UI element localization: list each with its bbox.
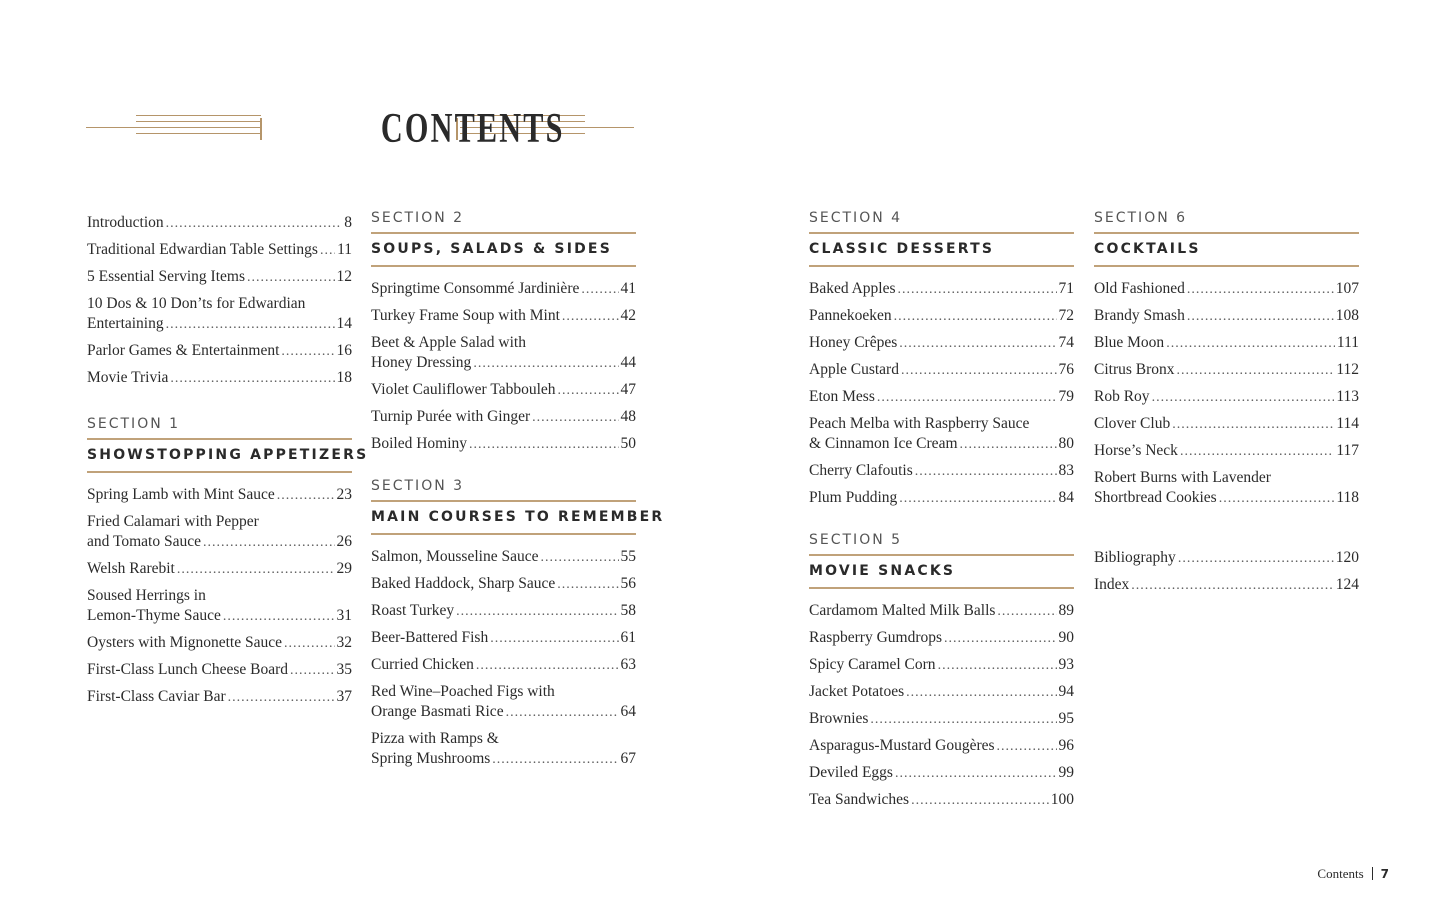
dot-leader xyxy=(284,634,334,654)
dot-leader xyxy=(558,381,619,401)
toc-entry[interactable] xyxy=(87,368,352,389)
dot-leader xyxy=(166,315,335,335)
dot-leader xyxy=(997,602,1056,622)
dot-leader xyxy=(320,241,335,261)
toc-entry-title: Rob Roy xyxy=(1094,388,1150,405)
toc-page-number: 58 xyxy=(620,602,636,619)
toc-entry[interactable] xyxy=(1094,548,1359,569)
dot-leader xyxy=(532,408,618,428)
running-head: Contents xyxy=(1317,866,1364,881)
dot-leader xyxy=(1177,361,1335,381)
toc-entry[interactable] xyxy=(87,660,352,681)
toc-page-number: 83 xyxy=(1058,462,1074,479)
toc-entry-title: Baked Apples xyxy=(809,280,896,297)
dot-leader xyxy=(562,307,619,327)
dot-leader xyxy=(944,629,1056,649)
toc-entry-title: Welsh Rarebit xyxy=(87,560,175,577)
toc-entry-title: Baked Haddock, Sharp Sauce xyxy=(371,575,556,592)
dot-leader xyxy=(1178,549,1334,569)
toc-entry[interactable] xyxy=(809,682,1074,703)
toc-entry[interactable] xyxy=(87,586,352,627)
toc-entry-title: Spicy Caramel Corn xyxy=(809,656,936,673)
toc-entry[interactable] xyxy=(1094,441,1359,462)
toc-entry-title: Asparagus-Mustard Gougères xyxy=(809,737,995,754)
dot-leader xyxy=(290,661,334,681)
toc-page-number: 29 xyxy=(336,560,352,577)
dot-leader xyxy=(557,575,618,595)
toc-entry-title: Plum Pudding xyxy=(809,489,898,506)
toc-entry-title: Traditional Edwardian Table Settings xyxy=(87,241,318,258)
toc-entry-title-line: Red Wine–Poached Figs with xyxy=(371,683,555,700)
toc-entry[interactable] xyxy=(371,380,636,401)
toc-entry-title: Shortbread Cookies xyxy=(1094,489,1217,506)
toc-page-number: 56 xyxy=(620,575,636,592)
toc-page-number: 72 xyxy=(1058,307,1074,324)
toc-entry-title: Raspberry Gumdrops xyxy=(809,629,943,646)
section-label: SECTION 6 xyxy=(1094,210,1188,226)
toc-entry[interactable] xyxy=(1094,387,1359,408)
toc-entry-title: Blue Moon xyxy=(1094,334,1165,351)
toc-page-number: 113 xyxy=(1336,388,1359,405)
toc-entry-title: Brandy Smash xyxy=(1094,307,1185,324)
toc-entry[interactable] xyxy=(87,213,352,234)
toc-entry-title: 5 Essential Serving Items xyxy=(87,268,245,285)
dot-leader xyxy=(906,683,1056,703)
section-rule xyxy=(371,265,636,267)
toc-entry-title: Cardamom Malted Milk Balls xyxy=(809,602,996,619)
toc-entry-title-line: 10 Dos & 10 Don’ts for Edwardian xyxy=(87,295,306,312)
toc-entry-title: Index xyxy=(1094,576,1130,593)
toc-page-number: 48 xyxy=(620,408,636,425)
toc-entry-title: Curried Chicken xyxy=(371,656,474,673)
toc-page-number: 96 xyxy=(1058,737,1074,754)
toc-entry-title: Parlor Games & Entertainment xyxy=(87,342,280,359)
toc-page-number: 76 xyxy=(1058,361,1074,378)
dot-leader xyxy=(899,334,1056,354)
toc-entry-title: Boiled Hominy xyxy=(371,435,468,452)
dot-leader xyxy=(166,214,343,234)
toc-entry-title: Introduction xyxy=(87,214,164,231)
section-title[interactable]: MOVIE SNACKS xyxy=(809,563,956,579)
dot-leader xyxy=(223,607,335,627)
dot-leader xyxy=(1172,415,1334,435)
toc-entry-title: Horse’s Neck xyxy=(1094,442,1178,459)
toc-entry[interactable] xyxy=(371,628,636,649)
toc-entry-title: Beer-Battered Fish xyxy=(371,629,489,646)
toc-entry[interactable] xyxy=(1094,575,1359,596)
toc-page-number: 107 xyxy=(1335,280,1359,297)
dot-leader xyxy=(898,280,1057,300)
toc-entry-title: Turkey Frame Soup with Mint xyxy=(371,307,560,324)
toc-page-number: 93 xyxy=(1058,656,1074,673)
toc-entry[interactable] xyxy=(809,790,1074,811)
toc-entry[interactable] xyxy=(87,341,352,362)
toc-page-number: 90 xyxy=(1058,629,1074,646)
dot-leader xyxy=(476,656,619,676)
toc-page-number: 35 xyxy=(336,661,352,678)
dot-leader xyxy=(997,737,1057,757)
section-label: SECTION 3 xyxy=(371,478,465,494)
toc-entry-title: Oysters with Mignonette Sauce xyxy=(87,634,283,651)
toc-page-number: 74 xyxy=(1058,334,1074,351)
toc-entry-title: Clover Club xyxy=(1094,415,1171,432)
dot-leader xyxy=(1152,388,1335,408)
toc-page-number: 117 xyxy=(1336,442,1359,459)
toc-page-number: 14 xyxy=(336,315,352,332)
toc-page-number: 79 xyxy=(1058,388,1074,405)
toc-page-number: 112 xyxy=(1336,361,1359,378)
toc-entry[interactable] xyxy=(809,387,1074,408)
toc-column-1 xyxy=(87,213,369,714)
dot-leader xyxy=(1187,307,1334,327)
toc-entry[interactable] xyxy=(371,729,636,770)
section-label: SECTION 2 xyxy=(371,210,465,226)
toc-page-number: 23 xyxy=(336,486,352,503)
dot-leader xyxy=(1166,334,1335,354)
dot-leader xyxy=(492,750,618,770)
toc-entry[interactable] xyxy=(1094,360,1359,381)
section-block xyxy=(1094,209,1359,509)
section-block xyxy=(371,477,665,770)
footer-divider xyxy=(1372,867,1373,880)
toc-entry-title: Salmon, Mousseline Sauce xyxy=(371,548,539,565)
section-block xyxy=(809,209,1074,509)
toc-entry[interactable] xyxy=(371,655,636,676)
toc-entry[interactable] xyxy=(809,709,1074,730)
toc-page-number: 67 xyxy=(620,750,636,767)
toc-page-number: 99 xyxy=(1058,764,1074,781)
toc-entry-title: Honey Dressing xyxy=(371,354,472,371)
toc-entry-title: Spring Lamb with Mint Sauce xyxy=(87,486,275,503)
dot-leader xyxy=(911,791,1049,811)
section-label: SECTION 4 xyxy=(809,210,903,226)
section-block xyxy=(371,209,636,455)
dot-leader xyxy=(899,489,1056,509)
toc-page-number: 120 xyxy=(1335,549,1359,566)
toc-entry[interactable] xyxy=(371,574,636,595)
page-footer xyxy=(1317,866,1389,882)
dot-leader xyxy=(506,703,619,723)
toc-page-number: 50 xyxy=(620,435,636,452)
toc-entry[interactable] xyxy=(809,461,1074,482)
toc-entry[interactable] xyxy=(809,601,1074,622)
toc-page-number: 111 xyxy=(1336,334,1359,351)
toc-page-number: 11 xyxy=(337,241,352,258)
toc-page-number: 63 xyxy=(620,656,636,673)
toc-page-number: 64 xyxy=(620,703,636,720)
section-label: SECTION 5 xyxy=(809,532,903,548)
toc-entry[interactable] xyxy=(371,279,636,300)
toc-entry-title-line: Fried Calamari with Pepper xyxy=(87,513,259,530)
toc-entry-title: Movie Trivia xyxy=(87,369,169,386)
section-title[interactable]: COCKTAILS xyxy=(1094,241,1201,257)
toc-entry[interactable] xyxy=(371,306,636,327)
toc-page-number: 47 xyxy=(620,381,636,398)
toc-column-2 xyxy=(371,209,665,776)
dot-leader xyxy=(540,548,618,568)
dot-leader xyxy=(581,280,618,300)
toc-entry-title: Citrus Bronx xyxy=(1094,361,1175,378)
toc-entry[interactable] xyxy=(809,279,1074,300)
toc-page-number: 26 xyxy=(336,533,352,550)
dot-leader xyxy=(473,354,618,374)
dot-leader xyxy=(901,361,1057,381)
toc-page-number: 80 xyxy=(1058,435,1074,452)
section-block xyxy=(87,415,369,708)
section-title[interactable]: SOUPS, SALADS & SIDES xyxy=(371,241,612,257)
toc-page-number: 37 xyxy=(336,688,352,705)
back-matter-list xyxy=(1094,548,1359,596)
toc-page-number: 41 xyxy=(620,280,636,297)
toc-entry[interactable] xyxy=(1094,306,1359,327)
dot-leader xyxy=(456,602,618,622)
section-rule xyxy=(87,471,352,473)
toc-entry[interactable] xyxy=(87,512,352,553)
toc-entry-title-line: Beet & Apple Salad with xyxy=(371,334,526,351)
toc-entry[interactable] xyxy=(87,485,352,506)
toc-entry-title: Eton Mess xyxy=(809,388,875,405)
toc-entry[interactable] xyxy=(371,682,636,723)
toc-entry-title: Apple Custard xyxy=(809,361,899,378)
dot-leader xyxy=(228,688,335,708)
toc-entry-title: Violet Cauliflower Tabbouleh xyxy=(371,381,556,398)
section-block xyxy=(809,531,1074,811)
dot-leader xyxy=(469,435,618,455)
toc-page-number: 124 xyxy=(1335,576,1359,593)
toc-entry[interactable] xyxy=(809,306,1074,327)
dot-leader xyxy=(870,710,1056,730)
toc-entry-title-line: Pizza with Ramps & xyxy=(371,730,499,747)
toc-entry[interactable] xyxy=(87,559,352,580)
toc-entry[interactable] xyxy=(809,655,1074,676)
dot-leader xyxy=(938,656,1057,676)
toc-page-number: 89 xyxy=(1058,602,1074,619)
toc-entry-title: & Cinnamon Ice Cream xyxy=(809,435,958,452)
toc-entry[interactable] xyxy=(1094,468,1359,509)
contents-header xyxy=(86,103,634,155)
section-title[interactable]: CLASSIC DESSERTS xyxy=(809,241,995,257)
section-rule xyxy=(809,265,1074,267)
dot-leader xyxy=(960,435,1057,455)
toc-entry[interactable] xyxy=(371,407,636,428)
section-title[interactable]: SHOWSTOPPING APPETIZERS xyxy=(87,447,369,463)
toc-entry-title: Honey Crêpes xyxy=(809,334,898,351)
toc-entry[interactable] xyxy=(371,333,636,374)
dot-leader xyxy=(1131,576,1333,596)
section-rule xyxy=(809,587,1074,589)
toc-entry-title: Springtime Consommé Jardinière xyxy=(371,280,580,297)
toc-page-number: 12 xyxy=(336,268,352,285)
dot-leader xyxy=(895,764,1057,784)
toc-entry-title: First-Class Caviar Bar xyxy=(87,688,226,705)
dot-leader xyxy=(1219,489,1335,509)
toc-entry[interactable] xyxy=(1094,333,1359,354)
toc-page-number: 95 xyxy=(1058,710,1074,727)
toc-entry-title: Old Fashioned xyxy=(1094,280,1185,297)
toc-entry[interactable] xyxy=(87,687,352,708)
page-number: 7 xyxy=(1380,867,1389,881)
toc-entry[interactable] xyxy=(371,434,636,455)
toc-entry[interactable] xyxy=(1094,414,1359,435)
toc-entry-title: Tea Sandwiches xyxy=(809,791,910,808)
toc-entry-title: and Tomato Sauce xyxy=(87,533,201,550)
toc-entry-title-line: Robert Burns with Lavender xyxy=(1094,469,1271,486)
toc-page-number: 18 xyxy=(336,369,352,386)
toc-entry-title: Entertaining xyxy=(87,315,164,332)
toc-entry[interactable] xyxy=(809,736,1074,757)
toc-entry[interactable] xyxy=(87,633,352,654)
toc-entry-title: First-Class Lunch Cheese Board xyxy=(87,661,289,678)
toc-column-3 xyxy=(809,209,1074,817)
toc-page-number: 84 xyxy=(1058,489,1074,506)
toc-entry-title: Bibliography xyxy=(1094,549,1176,566)
section-rule xyxy=(371,533,636,535)
toc-entry-title: Orange Basmati Rice xyxy=(371,703,504,720)
toc-entry-title-line: Soused Herrings in xyxy=(87,587,206,604)
toc-entry[interactable] xyxy=(809,488,1074,509)
toc-entry-title: Cherry Clafoutis xyxy=(809,462,913,479)
toc-page-number: 118 xyxy=(1336,489,1359,506)
toc-entry-title: Spring Mushrooms xyxy=(371,750,491,767)
toc-entry-title: Lemon-Thyme Sauce xyxy=(87,607,221,624)
dot-leader xyxy=(177,560,335,580)
dot-leader xyxy=(203,533,335,553)
toc-page-number: 16 xyxy=(336,342,352,359)
page-title: CONTENTS xyxy=(380,106,565,152)
dot-leader xyxy=(247,268,335,288)
toc-entry[interactable] xyxy=(87,240,352,261)
toc-page-number: 71 xyxy=(1058,280,1074,297)
section-label: SECTION 1 xyxy=(87,416,181,432)
toc-page-number: 55 xyxy=(620,548,636,565)
toc-page-number: 42 xyxy=(620,307,636,324)
dot-leader xyxy=(281,342,334,362)
toc-entry[interactable] xyxy=(809,360,1074,381)
toc-entry[interactable] xyxy=(87,294,352,335)
toc-page-number: 114 xyxy=(1336,415,1359,432)
section-rule xyxy=(1094,265,1359,267)
toc-column-4 xyxy=(1094,209,1359,602)
toc-entry[interactable] xyxy=(809,628,1074,649)
toc-page-number: 8 xyxy=(344,214,352,231)
toc-entry[interactable] xyxy=(371,547,636,568)
section-title[interactable]: MAIN COURSES TO REMEMBER xyxy=(371,509,665,525)
toc-page-number: 100 xyxy=(1050,791,1074,808)
dot-leader xyxy=(877,388,1057,408)
dot-leader xyxy=(277,486,335,506)
toc-entry-title-line: Peach Melba with Raspberry Sauce xyxy=(809,415,1030,432)
intro-list xyxy=(87,213,352,389)
toc-entry-title: Turnip Purée with Ginger xyxy=(371,408,531,425)
toc-entry-title: Pannekoeken xyxy=(809,307,892,324)
toc-page-number: 31 xyxy=(336,607,352,624)
dot-leader xyxy=(490,629,618,649)
toc-page-number: 94 xyxy=(1058,683,1074,700)
toc-entry-title: Brownies xyxy=(809,710,869,727)
toc-page-number: 44 xyxy=(620,354,636,371)
toc-entry-title: Roast Turkey xyxy=(371,602,455,619)
toc-entry[interactable] xyxy=(809,414,1074,455)
toc-entry[interactable] xyxy=(371,601,636,622)
toc-entry[interactable] xyxy=(809,333,1074,354)
dot-leader xyxy=(170,369,334,389)
dot-leader xyxy=(1187,280,1334,300)
toc-entry-title: Deviled Eggs xyxy=(809,764,893,781)
toc-page-number: 32 xyxy=(336,634,352,651)
dot-leader xyxy=(1180,442,1334,462)
toc-entry[interactable] xyxy=(1094,279,1359,300)
toc-entry-title: Jacket Potatoes xyxy=(809,683,905,700)
toc-entry[interactable] xyxy=(809,763,1074,784)
toc-page-number: 108 xyxy=(1335,307,1359,324)
toc-page-number: 61 xyxy=(620,629,636,646)
toc-entry[interactable] xyxy=(87,267,352,288)
dot-leader xyxy=(894,307,1057,327)
dot-leader xyxy=(915,462,1057,482)
